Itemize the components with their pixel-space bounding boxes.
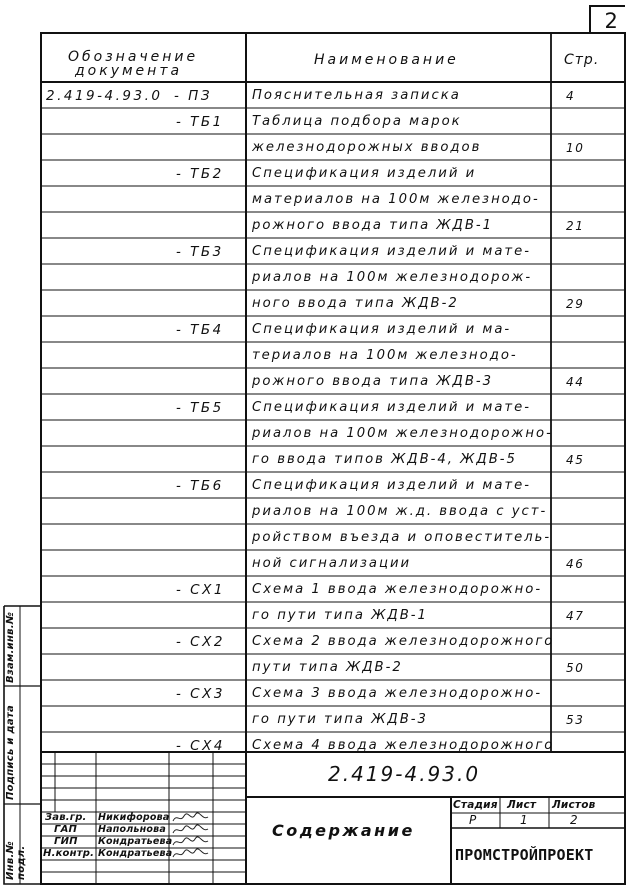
document-name-line: Спецификация изделий и мате- [252,478,531,493]
signer-name: Кондратьева [98,836,173,847]
document-name-line: Пояснительная записка [252,88,461,103]
page-number: 53 [566,713,585,727]
sheet-corner-number: 2 [604,9,620,33]
document-suffix: - ТБ3 [176,244,224,260]
document-name-line: териалов на 100м железнодо- [252,348,518,363]
sheets-value: 2 [570,813,580,827]
document-suffix: - ТБ2 [176,166,224,182]
sheet-value: 1 [520,813,530,827]
document-name-line: ройством въезда и оповеститель- [252,530,552,545]
title-block-title: Содержание [272,821,415,840]
side-label-inv-podl: Инв.№ подл. [5,841,27,880]
signature-mark [171,824,211,836]
document-name-line: Схема 4 ввода железнодорожного [252,738,555,753]
header-designation-line2: документа [75,63,183,79]
title-block-code: 2.419-4.93.0 [328,762,481,786]
document-name-line: Спецификация изделий и мате- [252,400,531,415]
document-suffix: - СХ1 [176,582,225,598]
document-name-line: риалов на 100м ж.д. ввода с уст- [252,504,548,519]
page-number: 46 [566,557,585,571]
signature-mark [171,848,211,860]
document-suffix: - СХ3 [176,686,225,702]
signer-role: ГАП [54,824,78,835]
page-number: 21 [566,219,585,233]
signer-role: Н.контр. [43,848,95,859]
side-label-signature-date: Подпись и дата [5,704,16,800]
document-name-line: Схема 1 ввода железнодорожно- [252,582,543,597]
side-label-vzam-inv: Взам.инв.№ [5,611,16,683]
page-number: 10 [566,141,585,155]
document-name-line: го пути типа ЖДВ-1 [252,608,428,623]
document-name-line: железнодорожных вводов [252,140,482,155]
sheet-label: Лист [507,799,537,811]
document-name-line: рожного ввода типа ЖДВ-3 [252,374,494,389]
document-name-line: Схема 3 ввода железнодорожно- [252,686,543,701]
document-code: 2.419-4.93.0 [46,88,163,104]
document-suffix: - ТБ6 [176,478,224,494]
document-suffix: - ТБ5 [176,400,224,416]
document-name-line: Спецификация изделий и мате- [252,244,531,259]
signature-mark [171,836,211,848]
signer-name: Кондратьева [98,848,173,859]
document-name-line: ной сигнализации [252,556,412,571]
signature-mark [171,812,211,824]
header-page: Стр. [564,52,600,68]
document-suffix: - ПЗ [174,88,212,104]
document-name-line: Спецификация изделий и [252,166,477,181]
document-name-line: Таблица подбора марок [252,114,462,129]
page-number: 50 [566,661,585,675]
stage-label: Стадия [453,799,498,811]
page-number: 4 [566,89,576,103]
document-name-line: рожного ввода типа ЖДВ-1 [252,218,494,233]
document-name-line: го ввода типов ЖДВ-4, ЖДВ-5 [252,452,517,467]
signer-name: Никифорова [98,812,170,823]
document-name-line: ного ввода типа ЖДВ-2 [252,296,459,311]
document-suffix: - СХ2 [176,634,225,650]
document-suffix: - ТБ1 [176,114,224,130]
document-name-line: го пути типа ЖДВ-3 [252,712,428,727]
page-number: 47 [566,609,585,623]
header-name: Наименование [314,52,459,68]
document-name-line: риалов на 100м железнодорож- [252,270,533,285]
signer-role: ГИП [54,836,78,847]
signer-role: Зав.гр. [45,812,87,823]
document-suffix: - ТБ4 [176,322,224,338]
signer-name: Напольнова [98,824,166,835]
stage-value: Р [469,813,478,827]
page-number: 29 [566,297,585,311]
page-number: 45 [566,453,585,467]
document-name-line: Схема 2 ввода железнодорожного [252,634,555,649]
header-designation: Обозначение [68,49,199,65]
document-name-line: материалов на 100м железнодо- [252,192,540,207]
document-name-line: риалов на 100м железнодорожно- [252,426,553,441]
organization-name: ПРОМСТРОЙПРОЕКТ [455,846,594,864]
document-name-line: пути типа ЖДВ-2 [252,660,403,675]
document-name-line: Спецификация изделий и ма- [252,322,512,337]
sheets-label: Листов [552,799,596,811]
document-suffix: - СХ4 [176,738,225,754]
page-number: 44 [566,375,585,389]
